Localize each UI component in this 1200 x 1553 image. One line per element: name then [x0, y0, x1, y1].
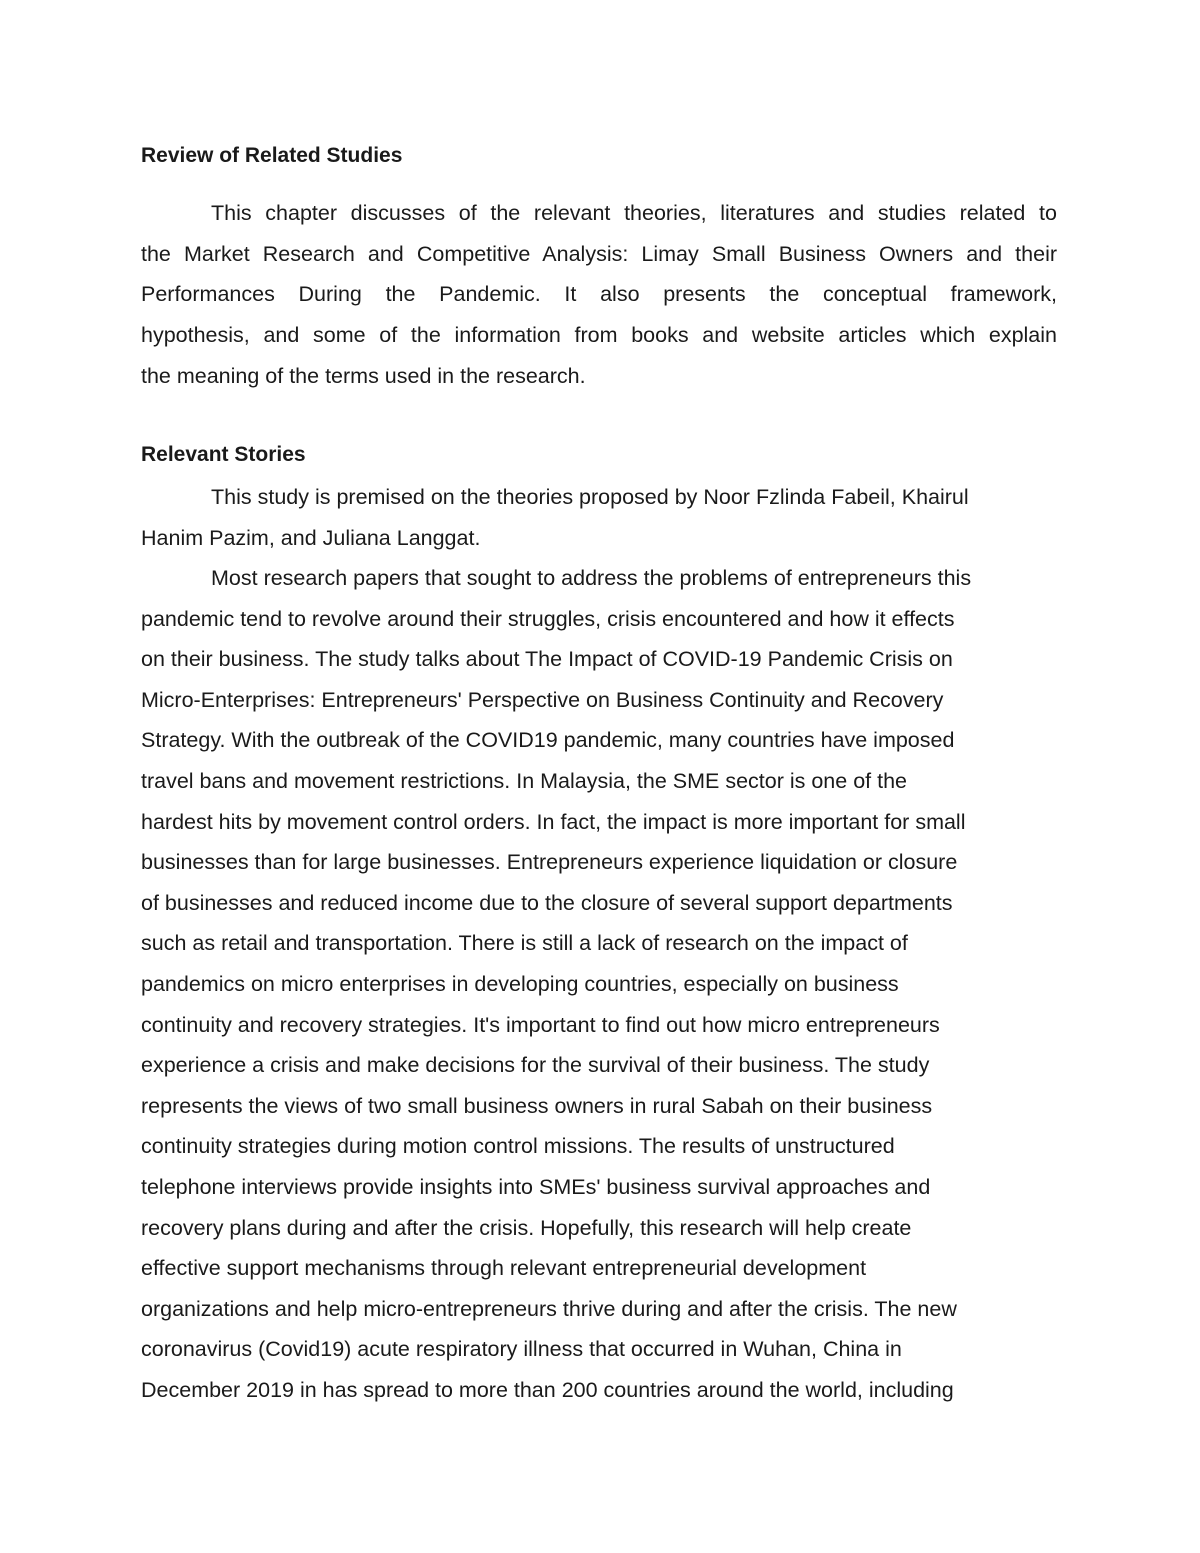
paragraph-line: This chapter discusses of the relevant theories, literatures and studies related to — [211, 201, 1057, 225]
paragraph-line: Micro-Enterprises: Entrepreneurs' Perspective on Business Continuity and Recovery — [141, 687, 944, 712]
paragraph-line: the Market Research and Competitive Analysis: Limay Small Business Owners and their — [141, 241, 1057, 266]
paragraph-line: continuity strategies during motion control missions. The results of unstructured — [141, 1134, 895, 1159]
theories-paragraph — [141, 477, 1057, 558]
paragraph-line: on their business. The study talks about The Impact of COVID-19 Pandemic Crisis on — [141, 647, 953, 672]
research-summary-paragraph — [141, 558, 1041, 1410]
paragraph-line: Hanim Pazim, and Juliana Langgat. — [141, 525, 481, 550]
paragraph-line: Performances During the Pandemic. It also presents the conceptual framework, — [141, 282, 1057, 307]
paragraph-line: recovery plans during and after the crisis. Hopefully, this research will help create — [141, 1215, 912, 1240]
paragraph-line: of businesses and reduced income due to the closure of several support departments — [141, 890, 953, 915]
paragraph-line: pandemic tend to revolve around their struggles, crisis encountered and how it effects — [141, 606, 955, 631]
paragraph-line: This study is premised on the theories proposed by Noor Fzlinda Fabeil, Khairul — [211, 485, 969, 509]
paragraph-line: organizations and help micro-entrepreneurs thrive during and after the crisis. The new — [141, 1296, 957, 1321]
paragraph-line: December 2019 in has spread to more than 200 countries around the world, including — [141, 1377, 954, 1402]
paragraph-line: experience a crisis and make decisions for the survival of their business. The study — [141, 1053, 930, 1078]
section-heading-review-of-related-studies: Review of Related Studies — [141, 144, 403, 167]
paragraph-line: continuity and recovery strategies. It's important to find out how micro entrepreneurs — [141, 1012, 940, 1037]
paragraph-line: telephone interviews provide insights into SMEs' business survival approaches and — [141, 1174, 931, 1199]
paragraph-line: hypothesis, and some of the information from books and website articles which explain — [141, 323, 1057, 348]
paragraph-line: such as retail and transportation. There is still a lack of research on the impact of — [141, 931, 908, 956]
paragraph-line: hardest hits by movement control orders. In fact, the impact is more important for small — [141, 809, 966, 834]
paragraph-line: businesses than for large businesses. Entrepreneurs experience liquidation or closure — [141, 850, 958, 875]
paragraph-line: Strategy. With the outbreak of the COVID19 pandemic, many countries have imposed — [141, 728, 955, 753]
paragraph-line: coronavirus (Covid19) acute respiratory illness that occurred in Wuhan, China in — [141, 1337, 902, 1362]
paragraph-line: pandemics on micro enterprises in developing countries, especially on business — [141, 971, 899, 996]
paragraph-line: travel bans and movement restrictions. In Malaysia, the SME sector is one of the — [141, 768, 907, 793]
intro-paragraph — [141, 193, 1057, 396]
paragraph-line: Most research papers that sought to address the problems of entrepreneurs this — [211, 566, 972, 590]
section-heading-relevant-stories: Relevant Stories — [141, 443, 306, 466]
paragraph-line: the meaning of the terms used in the research. — [141, 363, 586, 388]
paragraph-line: effective support mechanisms through relevant entrepreneurial development — [141, 1256, 867, 1281]
paragraph-line: represents the views of two small business owners in rural Sabah on their business — [141, 1093, 933, 1118]
